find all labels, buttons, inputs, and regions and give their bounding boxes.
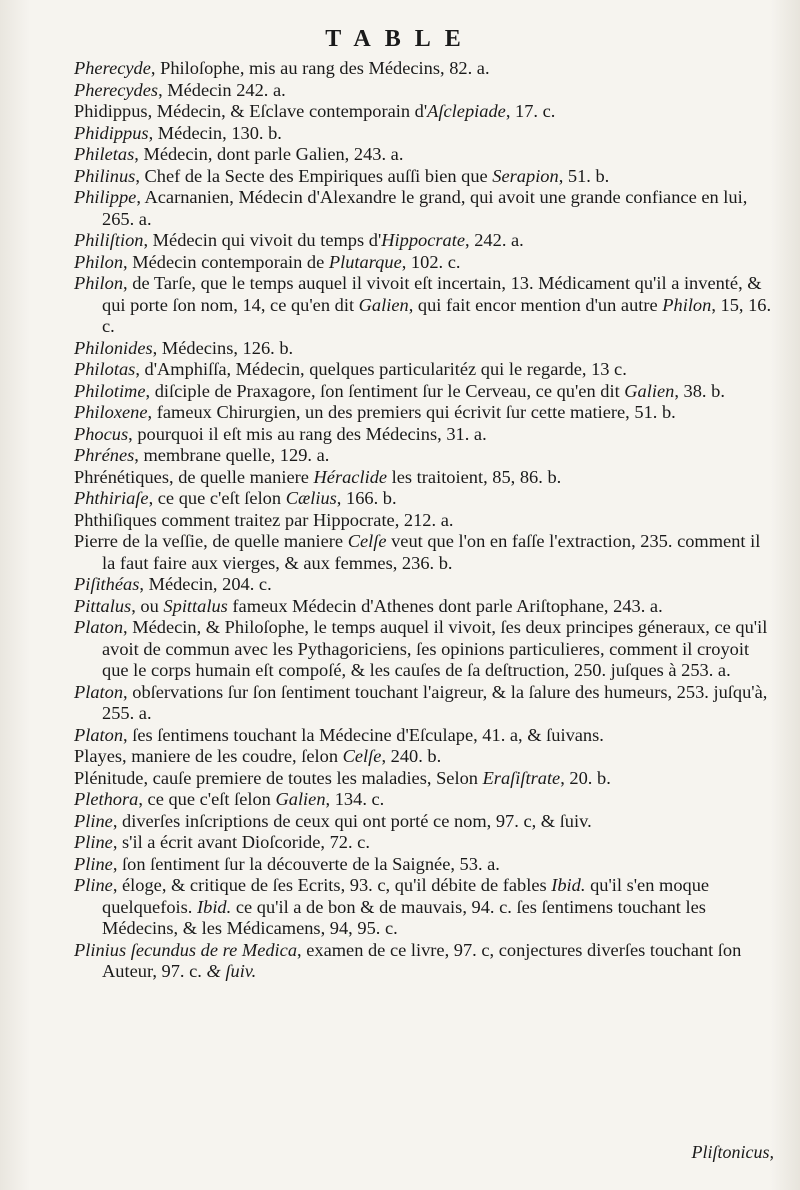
entry-text: , Médecin, 130. b.: [148, 122, 282, 143]
running-head: TABLE: [325, 26, 475, 52]
index-entry: [74, 789, 774, 811]
entry-text: , 20. b.: [560, 767, 611, 788]
entry-text: veut que l'on en faſſe l'extraction, 235. comment il la faut faire aux vierges, & aux femmes, 236. b.: [102, 531, 761, 573]
index-entries: [74, 58, 774, 983]
entry-text: , de Tarſe, que le temps auquel il vivoit eſt incertain, 13. Médicament qu'il a inventé, & qui porte ſon nom, 14, ce qu'en dit: [102, 273, 762, 315]
index-entry: [74, 531, 774, 574]
index-entry: [74, 166, 774, 188]
index-entry: [74, 273, 774, 338]
entry-italic-text: Phthiriaſe: [74, 488, 149, 508]
entry-text: , Acarnanien, Médecin d'Alexandre le grand, qui avoit une grande confiance en lui, 265. a.: [102, 187, 748, 229]
index-entry: [74, 101, 774, 123]
entry-italic-text: Eraſiſtrate: [482, 767, 561, 788]
index-entry: [74, 252, 774, 274]
index-entry: [74, 381, 774, 403]
entry-italic-text: Philoxene: [74, 402, 148, 422]
index-entry: [74, 144, 774, 166]
entry-italic-text: & ſuiv.: [206, 961, 257, 981]
index-entry: [74, 445, 774, 467]
entry-italic-text: Philippe: [74, 187, 137, 207]
entry-italic-text: Platon: [74, 724, 124, 745]
index-entry: [74, 402, 774, 424]
entry-italic-text: Galien: [358, 294, 409, 315]
entry-text: , 134. c.: [325, 789, 385, 809]
entry-text: , qui fait encor mention d'un autre: [408, 294, 663, 315]
entry-text: , 242. a.: [465, 230, 524, 250]
index-entry: [74, 467, 774, 489]
index-entry: [74, 940, 774, 983]
entry-italic-text: Serapion: [492, 165, 559, 186]
entry-text: Phidippus, Médecin, & Eſclave contemporain d': [74, 101, 428, 121]
entry-italic-text: Phocus: [74, 423, 129, 444]
index-entry: [74, 424, 774, 446]
entry-text: , Philoſophe, mis au rang des Médecins, 82. a.: [150, 58, 490, 78]
index-entry: [74, 617, 774, 682]
index-entry: [74, 725, 774, 747]
entry-text: , ſes ſentimens touchant la Médecine d'Eſculape, 41. a, & ſuivans.: [123, 724, 604, 745]
entry-text: , Médecin, 204. c.: [139, 574, 272, 594]
entry-italic-text: Philetas: [74, 144, 135, 164]
entry-text: , diverſes inſcriptions de ceux qui ont porté ce nom, 97. c, & ſuiv.: [112, 810, 592, 831]
entry-italic-text: Galien: [275, 789, 326, 809]
entry-text: , 17. c.: [505, 101, 556, 121]
entry-text: Pierre de la veſſie, de quelle maniere: [74, 531, 348, 551]
entry-text: , ſon ſentiment ſur la découverte de la Saignée, 53. a.: [112, 853, 500, 874]
entry-italic-text: Philotas: [74, 359, 136, 379]
index-entry: [74, 682, 774, 725]
entry-text: , 15, 16. c.: [102, 294, 772, 336]
entry-text: Playes, maniere de les coudre, ſelon: [74, 746, 343, 766]
entry-italic-text: Hippocrate: [381, 230, 466, 250]
entry-text: , obſervations ſur ſon ſentiment touchant l'aigreur, & la ſalure des humeurs, 253. juſqu'à, 255. a.: [102, 681, 768, 723]
entry-italic-text: Pherecydes: [74, 79, 159, 100]
entry-italic-text: Platon: [74, 681, 124, 702]
entry-text: , diſciple de Praxagore, ſon ſentiment ſur le Cerveau, ce qu'en dit: [145, 380, 625, 401]
entry-italic-text: Plutarque: [328, 251, 402, 272]
entry-text: , Médecins, 126. b.: [152, 337, 294, 358]
entry-italic-text: Plinius ſecundus de re Medica: [74, 939, 298, 960]
entry-italic-text: Philonides: [74, 337, 153, 358]
entry-text: ce qu'il a de bon & de mauvais, 94. c. ſes ſentimens touchant les Médecins, & les Médicamens, 94, 95. c.: [102, 896, 706, 938]
catchword: Pliſtonicus,: [691, 1142, 774, 1162]
entry-italic-text: Spittalus: [163, 595, 228, 616]
entry-italic-text: Héraclide: [313, 466, 388, 487]
entry-text: , Médecin, dont parle Galien, 243. a.: [134, 144, 404, 164]
entry-text: , pourquoi il eſt mis au rang des Médecins, 31. a.: [128, 423, 487, 444]
entry-italic-text: Ibid.: [197, 896, 232, 917]
entry-text: , 240. b.: [381, 746, 442, 766]
entry-italic-text: Philon: [74, 251, 124, 272]
index-entry: [74, 811, 774, 833]
entry-text: , ce que c'eſt ſelon: [148, 488, 286, 508]
index-entry: [74, 510, 774, 532]
entry-text: , 51. b.: [558, 165, 610, 186]
entry-text: , examen de ce livre, 97. c, conjectures diverſes touchant ſon Auteur, 97. c.: [102, 939, 742, 981]
entry-text: qu'il s'en moque quelquefois.: [102, 875, 710, 917]
index-entry: [74, 359, 774, 381]
entry-italic-text: Aſclepiade: [427, 101, 506, 121]
entry-italic-text: Pline: [74, 853, 113, 874]
entry-italic-text: Platon: [74, 617, 124, 637]
entry-italic-text: Piſithéas: [74, 574, 140, 594]
entry-italic-text: Pline: [74, 875, 113, 895]
index-entry: [74, 768, 774, 790]
index-entry: [74, 58, 774, 80]
entry-italic-text: Philiſtion: [74, 230, 144, 250]
index-entry: [74, 123, 774, 145]
index-entry: [74, 875, 774, 940]
entry-text: Plénitude, cauſe premiere de toutes les maladies, Selon: [74, 767, 483, 788]
index-entry: [74, 338, 774, 360]
index-entry: [74, 746, 774, 768]
index-entry: [74, 596, 774, 618]
entry-italic-text: Celſe: [347, 531, 387, 551]
entry-text: fameux Médecin d'Athenes dont parle Ariſtophane, 243. a.: [227, 595, 663, 616]
entry-text: , ce que c'eſt ſelon: [138, 789, 276, 809]
entry-text: , 102. c.: [401, 251, 461, 272]
entry-italic-text: Cælius: [285, 488, 337, 508]
index-entry: [74, 488, 774, 510]
entry-text: , ou: [131, 595, 164, 616]
index-entry: [74, 854, 774, 876]
entry-text: , éloge, & critique de ſes Ecrits, 93. c, qu'il débite de fables: [112, 875, 552, 895]
entry-text: , 166. b.: [336, 488, 397, 508]
entry-italic-text: Philon: [74, 273, 124, 293]
entry-text: les traitoient, 85, 86. b.: [387, 466, 562, 487]
entry-text: , Médecin, & Philoſophe, le temps auquel il vivoit, ſes deux principes géneraux, ce qu'il avoit de commun avec les Pythagoriciens, ſes opinions particulieres, comment il croyoit que le corps humain eſt compoſé, & les cauſes de ſa deſtruction, 250. juſques à 253. a.: [102, 617, 768, 680]
entry-text: , 38. b.: [674, 380, 725, 401]
entry-italic-text: Philon: [662, 294, 712, 315]
index-entry: [74, 574, 774, 596]
entry-italic-text: Philotime: [74, 380, 146, 401]
index-entry: [74, 80, 774, 102]
entry-italic-text: Phidippus: [74, 122, 149, 143]
entry-italic-text: Galien: [624, 380, 675, 401]
entry-text: , Médecin qui vivoit du temps d': [143, 230, 382, 250]
entry-italic-text: Pittalus: [74, 595, 132, 616]
entry-italic-text: Pline: [74, 832, 113, 852]
entry-italic-text: Philinus: [74, 165, 136, 186]
index-entry: [74, 230, 774, 252]
entry-italic-text: Celſe: [342, 746, 382, 766]
entry-italic-text: Pline: [74, 810, 113, 831]
entry-text: , s'il a écrit avant Dioſcoride, 72. c.: [112, 832, 370, 852]
entry-italic-text: Phrénes: [74, 445, 135, 465]
entry-text: , Chef de la Secte des Empiriques auſſi bien que: [135, 165, 493, 186]
index-entry: [74, 187, 774, 230]
entry-italic-text: Plethora: [74, 789, 139, 809]
entry-italic-text: Ibid.: [551, 875, 586, 895]
entry-text: Phrénétiques, de quelle maniere: [74, 466, 314, 487]
entry-text: , Médecin contemporain de: [123, 251, 329, 272]
entry-text: , Médecin 242. a.: [158, 79, 286, 100]
entry-text: Phthiſiques comment traitez par Hippocrate, 212. a.: [74, 509, 454, 530]
entry-text: , fameux Chirurgien, un des premiers qui écrivit ſur cette matiere, 51. b.: [147, 402, 676, 422]
entry-italic-text: Pherecyde: [74, 58, 151, 78]
entry-text: , d'Amphiſſa, Médecin, quelques particularitéz qui le regarde, 13 c.: [135, 359, 627, 379]
entry-text: , membrane quelle, 129. a.: [134, 445, 330, 465]
index-entry: [74, 832, 774, 854]
